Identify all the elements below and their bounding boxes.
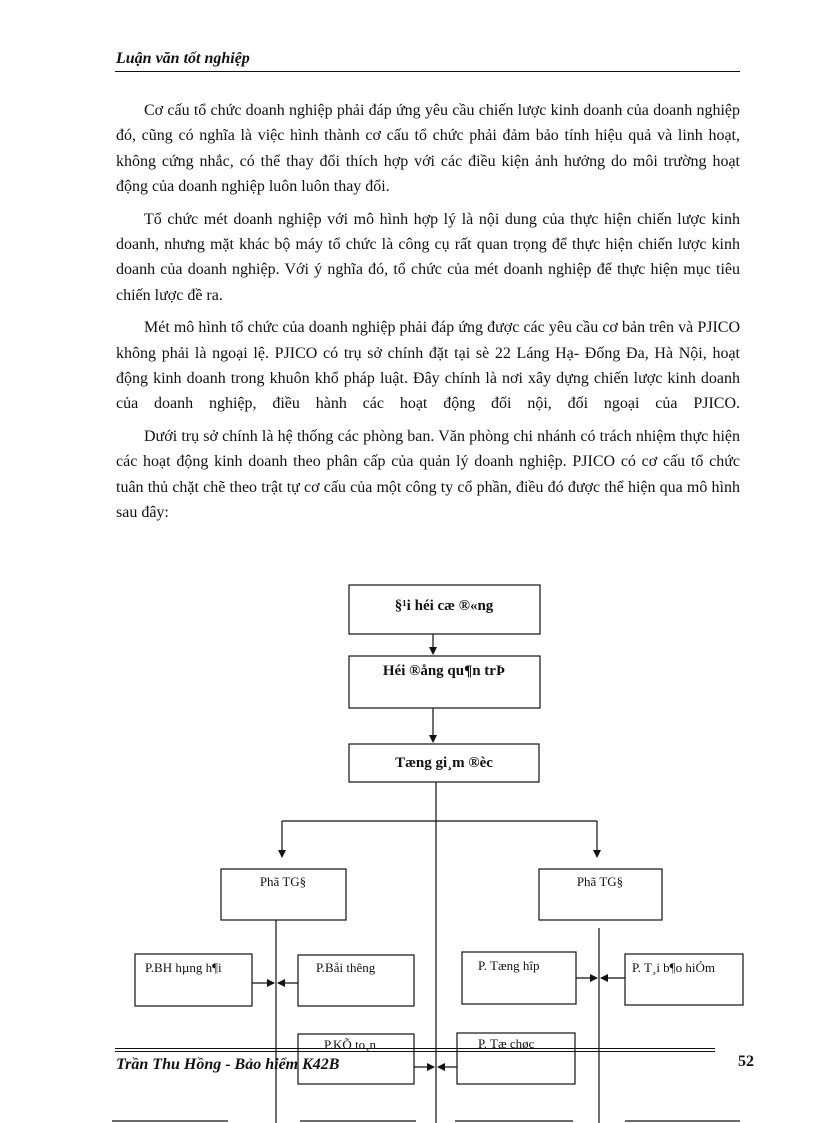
footer-rule-top [115, 1048, 715, 1049]
dept-to-chuc-label: P. Tæ chøc [478, 1036, 535, 1051]
dept-bh-hang-hai-label: P.BH hµng h¶i [145, 960, 222, 975]
page-number: 52 [738, 1053, 754, 1070]
paragraph-2: Tổ chức mét doanh nghiệp với mô hình hợp lý là nội dung của thực hiện chiến lược kinh doanh, nhưng mặt khác bộ máy tổ chức là công cụ rất quan trọng để thực hiện chiến lược kinh doanh của doanh nghiệp. Với ý nghĩa đó, tổ chức của mét doanh nghiệp để thực hiện mục tiêu chiến lược đề ra. [116, 210, 740, 304]
dept-tong-hop-label: P. Tæng hîp [478, 958, 540, 973]
board-label: Héi ®ång qu¶n trÞ [382, 663, 506, 679]
dept-boi-thuong-label: P.Båi thêng [316, 960, 376, 975]
dept-ke-toan-label: P.KÕ to¸n [324, 1037, 377, 1052]
deputy-left-label: Phã TG§ [259, 874, 307, 889]
dept-tai-bao-hiem-label: P. T¸i b¶o hiÓm [632, 960, 715, 975]
deputy-right-label: Phã TG§ [576, 874, 624, 889]
footer-rule-bottom [115, 1051, 715, 1052]
paragraph-4: Dưới trụ sở chính là hệ thống các phòng ban. Văn phòng chi nhánh có trách nhiệm thực hiện các hoạt động kinh doanh theo phân cấp của quản lý doanh nghiệp. PJICO có cơ cấu tổ chức tuân thủ chặt chẽ theo trật tự cơ cấu của một công ty cổ phần, điều đó được thể hiện qua mô hình sau đây: [116, 427, 740, 522]
shareholders-label: §¹i héi cæ ®«ng [394, 598, 494, 614]
paragraph-3: Mét mô hình tổ chức của doanh nghiệp phải đáp ứng được các yêu cầu cơ bản trên và PJICO không phải là ngoại lệ. PJICO có trụ sở chính đặt tại sè 22 Láng Hạ- Đống Đa, Hà Nội, hoạt động kinh doanh trong khuôn khổ pháp luật. Đây chính là nơi xây dựng chiến lược kinh doanh của doanh nghiệp, điều hành các hoạt động đối nội, đối ngoại của PJICO. [116, 319, 740, 413]
ceo-label: Tæng gi¸m ®èc [395, 755, 493, 771]
header-title: Luận văn tốt nghiệp [116, 50, 250, 67]
footer-author: Trần Thu Hồng - Bảo hiểm K42B [116, 1056, 340, 1073]
paragraph-1: Cơ cấu tổ chức doanh nghiệp phải đáp ứng yêu cầu chiến lược kinh doanh của doanh nghiệp đó, cũng có nghĩa là việc hình thành cơ cấu tổ chức phải đảm bảo tính hiệu quả và linh hoạt, không cứng nhắc, có thể thay đổi thích hợp với các điều kiện ảnh hưởng do môi trường hoạt động của doanh nghiệp luôn luôn thay đổi. [116, 102, 740, 196]
